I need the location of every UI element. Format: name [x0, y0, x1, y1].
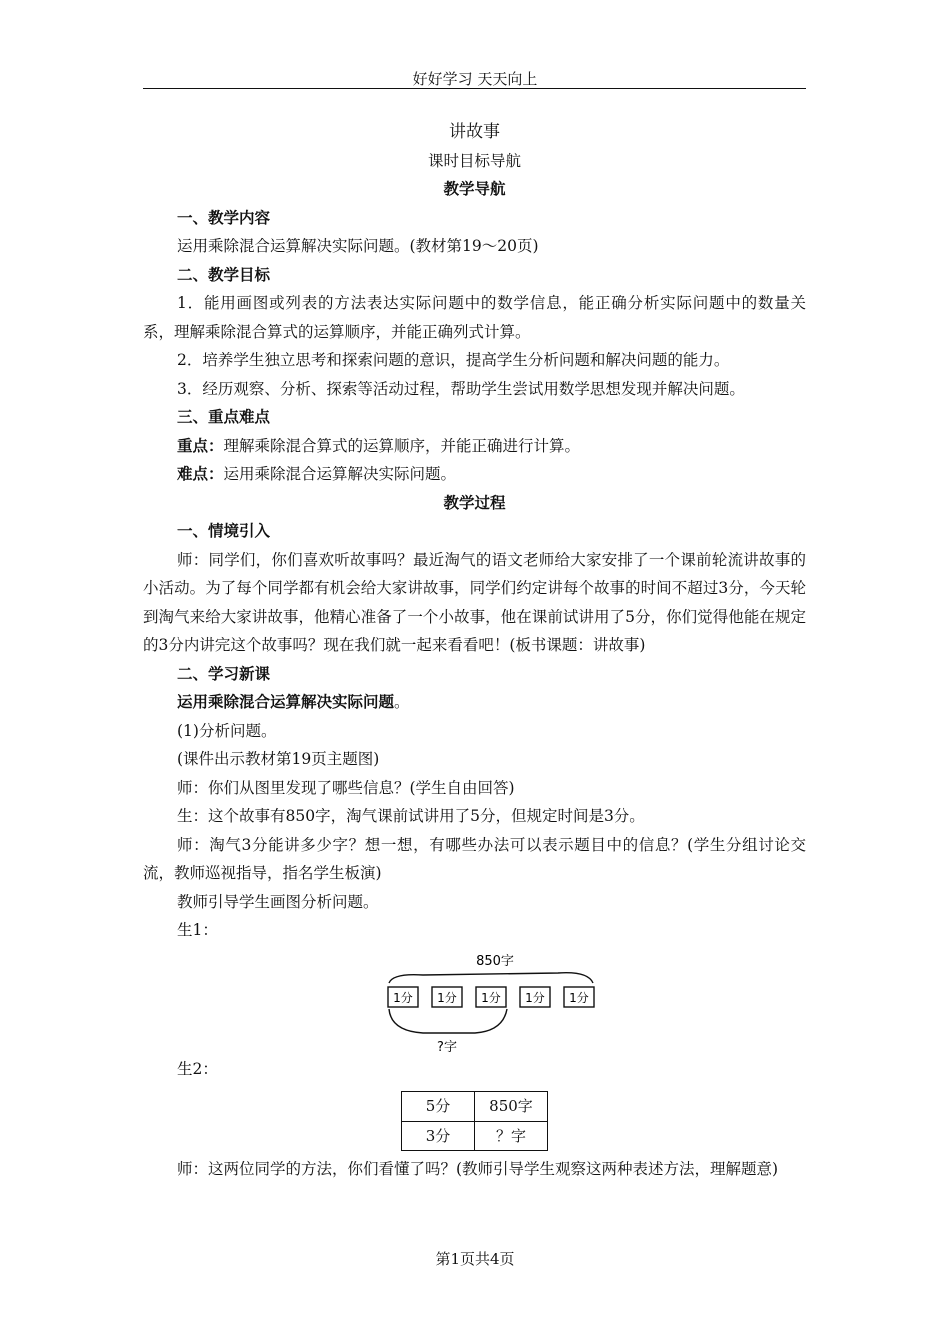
key-label: 重点：: [177, 435, 224, 455]
minute-box-1-label: 1分: [393, 990, 413, 1005]
lesson-topic: [143, 688, 806, 717]
doc-subtitle: 课时目标导航: [427, 151, 521, 170]
key-point: [143, 432, 806, 461]
lesson-topic-end: 。: [394, 693, 410, 711]
difficult-text: 运用乘除混合运算解决实际问题。: [223, 465, 457, 483]
table-cell: 5分: [402, 1092, 475, 1122]
minute-box-4-label: 1分: [525, 990, 545, 1005]
goal-item-1: 1．能用画图或列表的方法表达实际问题中的数学信息，能正确分析实际问题中的数量关系，理解乘除混合算式的运算顺序，并能正确列式计算。: [143, 294, 806, 341]
lesson-line-1: (1)分析问题。: [177, 721, 277, 740]
heading-teaching-content: 一、教学内容: [177, 207, 271, 227]
lesson-topic-text: 运用乘除混合运算解决实际问题: [177, 692, 395, 711]
heading-key-points: 三、重点难点: [177, 407, 271, 426]
closing-paragraph: 师：这两位同学的方法，你们看懂了吗？(教师引导学生观察这两种表述方法，理解题意): [177, 1160, 779, 1178]
page-header: 好好学习 天天向上: [412, 70, 538, 88]
table-row: [402, 1092, 548, 1122]
heading-intro: 一、情境引入: [177, 521, 271, 540]
section-teaching-process: 教学过程: [443, 492, 506, 512]
teaching-content-text: 运用乘除混合运算解决实际问题。(教材第19～20页): [177, 237, 539, 255]
diagram-bottom-label: ?字: [437, 1039, 457, 1055]
intro-paragraph: 师：同学们，你们喜欢听故事吗？最近淘气的语文老师给大家安排了一个课前轮流讲故事的小活动。为了每个同学都有机会给大家讲故事，同学们约定讲每个故事的时间不超过3分，今天轮到淘气来给大家讲故事，他精心准备了一个小故事，他在课前试讲用了5分，你们觉得他能在规定的3分内讲完这个故事吗？现在我们就一起来看看吧！(板书课题：讲故事): [143, 550, 806, 654]
student2-label: 生2：: [177, 1059, 218, 1078]
table-cell: 850字: [475, 1092, 548, 1122]
guide-line: 教师引导学生画图分析问题。: [177, 892, 379, 911]
goal-item-3: 3．经历观察、分析、探索等活动过程，帮助学生尝试用数学思想发现并解决问题。: [177, 379, 745, 398]
doc-title: 讲故事: [449, 122, 500, 142]
goal-item-2: 2．培养学生独立思考和探索问题的意识，提高学生分析问题和解决问题的能力。: [177, 351, 730, 369]
diagram-top-brace: [389, 972, 593, 982]
heading-new-lesson: 二、学习新课: [177, 663, 271, 683]
difficult-label: 难点：: [177, 464, 224, 483]
table-row: [402, 1121, 548, 1151]
table-cell: ？字: [475, 1121, 548, 1151]
lesson-line-3: 师：你们从图里发现了哪些信息？(学生自由回答): [177, 778, 515, 797]
student1-label: 生1：: [177, 921, 218, 939]
teacher-question: 师：淘气3分能讲多少字？想一想，有哪些办法可以表示题目中的信息？(学生分组讨论交流，教师巡视指导，指名学生板演): [143, 835, 806, 882]
minute-box-5-label: 1分: [569, 990, 589, 1005]
page-footer: 第1页共4页: [435, 1250, 515, 1268]
minute-box-3-label: 1分: [481, 990, 501, 1005]
data-table: [401, 1091, 548, 1151]
line-diagram-figure: [143, 945, 806, 1055]
lesson-line-4: 生：这个故事有850字，淘气课前试讲用了5分，但规定时间是3分。: [177, 807, 645, 825]
diagram-bottom-brace: [389, 1009, 507, 1033]
difficult-point: [143, 460, 806, 489]
minute-box-2-label: 1分: [437, 990, 457, 1005]
lesson-line-2: (课件出示教材第19页主题图): [177, 750, 380, 768]
section-teaching-nav: 教学导航: [443, 179, 506, 198]
header-rule: [143, 88, 806, 89]
line-diagram: [383, 949, 603, 1057]
heading-teaching-goals: 二、教学目标: [177, 264, 271, 284]
document-body: [143, 118, 806, 1184]
key-text: 理解乘除混合算式的运算顺序，并能正确进行计算。: [223, 436, 581, 455]
table-cell: 3分: [402, 1121, 475, 1151]
diagram-top-label: 850字: [476, 953, 514, 969]
